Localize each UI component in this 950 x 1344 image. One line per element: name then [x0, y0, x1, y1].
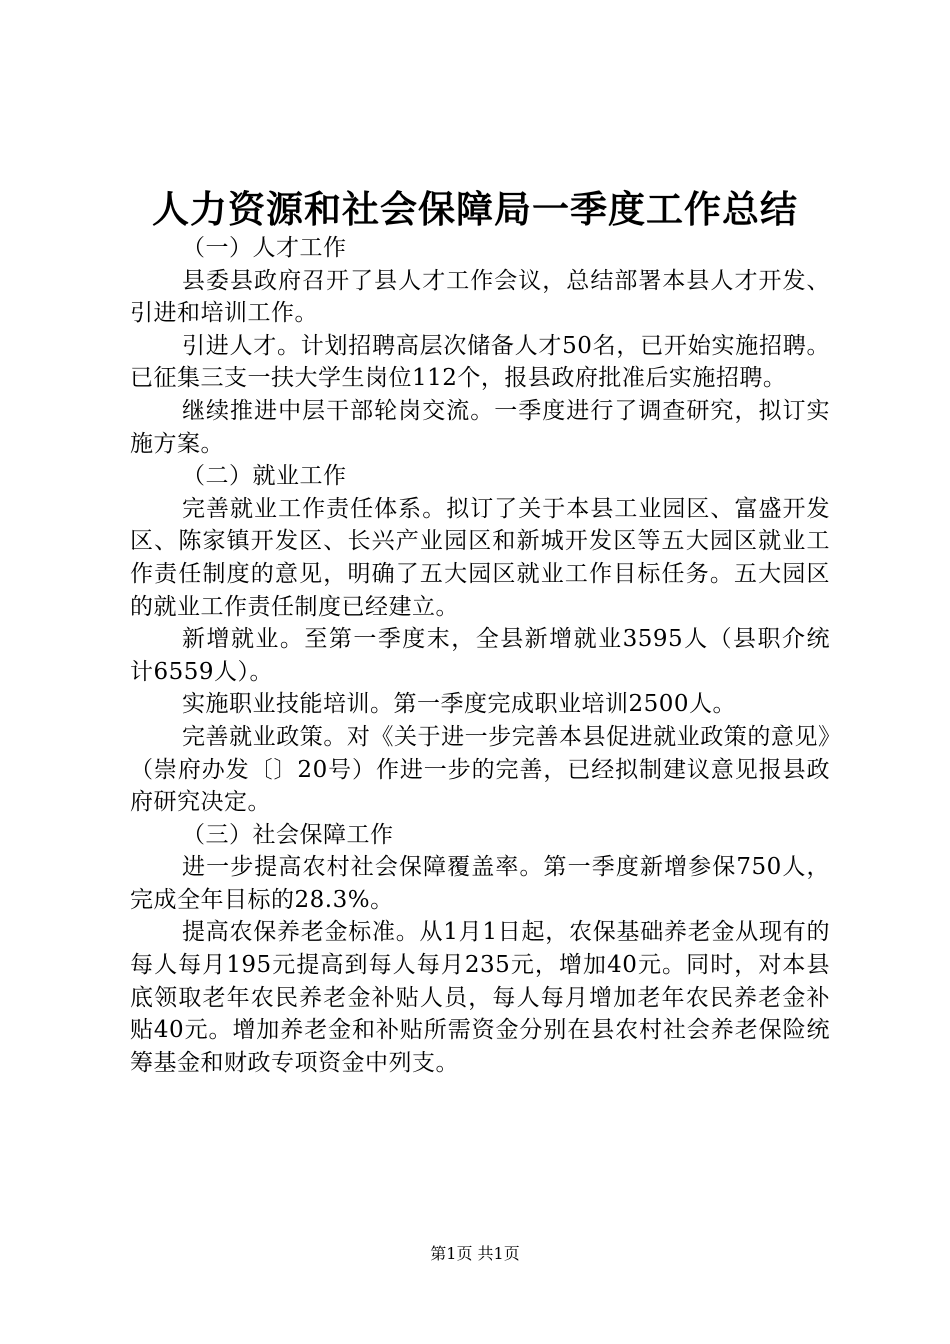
section-heading-employment: （二）就业工作 [182, 463, 347, 490]
page-number-footer: 第1页 共1页 [430, 1244, 520, 1263]
paragraph: 进一步提高农村社会保障覆盖率。第一季度新增参保750人，完成全年目标的28.3%。 [130, 854, 830, 913]
paragraph: 提高农保养老金标准。从1月1日起，农保基础养老金从现有的每人每月195元提高到每人每月235元，增加40元。同时，对本县底领取老年农民养老金补贴人员，每人每月增加老年农民养老金补贴40元。增加养老金和补贴所需资金分别在县农村社会养老保险统筹基金和财政专项资金中列支。 [130, 919, 830, 1076]
paragraph: 完善就业政策。对《关于进一步完善本县促进就业政策的意见》（崇府办发〔〕20号）作进一步的完善，已经拟制建议意见报县政府研究决定。 [130, 723, 830, 816]
paragraph: 县委县政府召开了县人才工作会议，总结部署本县人才开发、引进和培训工作。 [130, 267, 830, 327]
document-body [130, 232, 830, 1079]
document-title: 人力资源和社会保障局一季度工作总结 [152, 187, 798, 231]
paragraph: 完善就业工作责任体系。拟订了关于本县工业园区、富盛开发区、陈家镇开发区、长兴产业园区和新城开发区等五大园区就业工作责任制度的意见，明确了五大园区就业工作目标任务。五大园区的就业工作责任制度已经建立。 [130, 495, 830, 620]
paragraph: 实施职业技能培训。第一季度完成职业培训2500人。 [182, 691, 737, 718]
section-heading-talent: （一）人才工作 [182, 235, 347, 261]
paragraph: 继续推进中层干部轮岗交流。一季度进行了调查研究，拟订实施方案。 [130, 397, 830, 457]
paragraph: 新增就业。至第一季度末，全县新增就业3595人（县职介统计6559人）。 [130, 626, 830, 685]
paragraph: 引进人才。计划招聘高层次储备人才50名，已开始实施招聘。已征集三支一扶大学生岗位112个，报县政府批准后实施招聘。 [130, 332, 830, 392]
section-heading-social-security: （三）社会保障工作 [182, 821, 394, 848]
